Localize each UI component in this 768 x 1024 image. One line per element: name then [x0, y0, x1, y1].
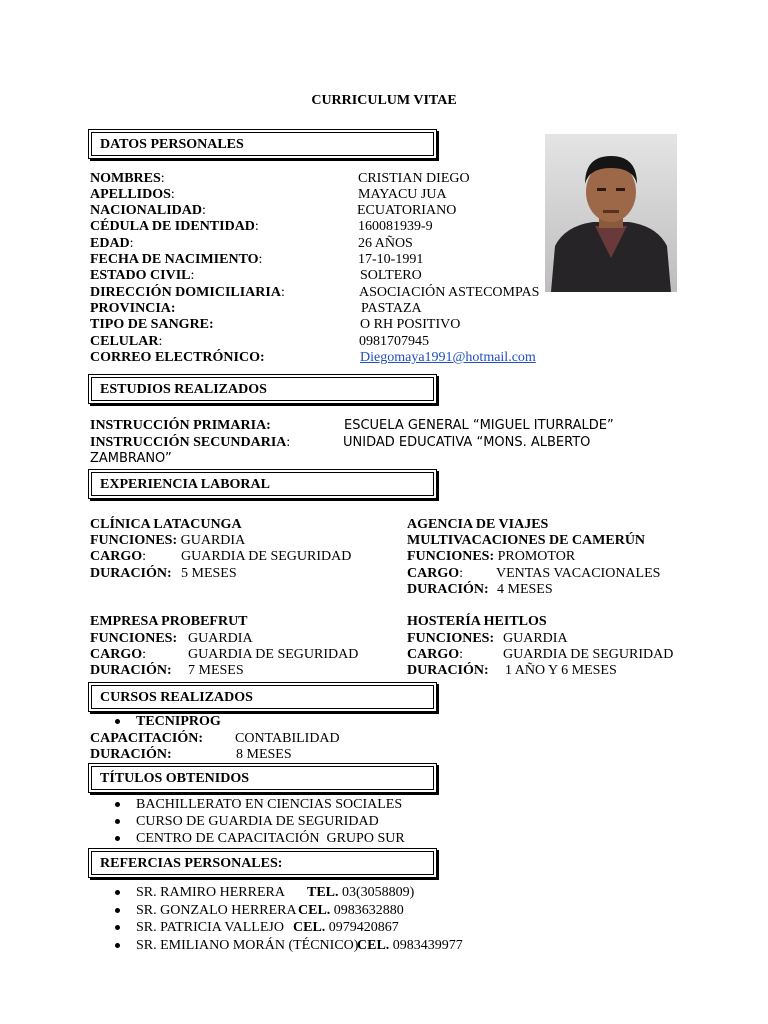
job1-duracion: DURACIÓN: — [90, 566, 172, 581]
job2-cargo-value: VENTAS VACACIONALES — [496, 566, 661, 581]
label-tipo-sangre: TIPO DE SANGRE: — [90, 317, 214, 332]
job2-cargo: CARGO: — [407, 566, 464, 581]
label-course-duracion: DURACIÓN: — [90, 747, 172, 762]
reference-phone: CEL. 0979420867 — [293, 920, 399, 935]
value-fecha-nacimiento: 17-10-1991 — [358, 252, 424, 267]
label-instruccion-secundaria: INSTRUCCIÓN SECUNDARIA: — [90, 435, 291, 450]
bullet-icon — [115, 908, 120, 913]
section-header-references — [88, 848, 437, 878]
label-capacitacion: CAPACITACIÓN: — [90, 731, 204, 746]
job2-duracion: DURACIÓN: — [407, 582, 489, 597]
email-link[interactable]: Diegomaya1991@hotmail.com — [360, 350, 536, 365]
section-title: ESTUDIOS REALIZADOS — [100, 382, 267, 397]
job1-cargo: CARGO: — [90, 549, 147, 564]
job1-cargo-value: GUARDIA DE SEGURIDAD — [181, 549, 352, 564]
section-title: EXPERIENCIA LABORAL — [100, 477, 270, 492]
label-instruccion-primaria: INSTRUCCIÓN PRIMARIA: — [90, 418, 271, 433]
job2-company-line2: MULTIVACACIONES DE CAMERÚN — [407, 533, 646, 548]
label-correo: CORREO ELECTRÓNICO: — [90, 350, 265, 365]
section-title: DATOS PERSONALES — [100, 137, 244, 152]
job4-company: HOSTERÍA HEITLOS — [407, 614, 547, 629]
job4-duracion: DURACIÓN: — [407, 663, 489, 678]
job4-cargo-value: GUARDIA DE SEGURIDAD — [503, 647, 674, 662]
job4-duracion-value: 1 AÑO Y 6 MESES — [505, 663, 617, 678]
job4-cargo: CARGO: — [407, 647, 464, 662]
job2-funciones: FUNCIONES: PROMOTOR — [407, 549, 576, 564]
value-instruccion-primaria: ESCUELA GENERAL “MIGUEL ITURRALDE” — [344, 418, 614, 433]
label-celular: CELULAR: — [90, 334, 163, 349]
title-item: CENTRO DE CAPACITACIÓN GRUPO SUR — [136, 831, 405, 846]
job3-cargo: CARGO: — [90, 647, 147, 662]
job3-funciones-value: GUARDIA — [188, 631, 253, 646]
bullet-icon — [115, 719, 120, 724]
value-edad: 26 AÑOS — [358, 236, 413, 251]
job4-funciones-value: GUARDIA — [503, 631, 568, 646]
label-nacionalidad: NACIONALIDAD: — [90, 203, 206, 218]
bullet-icon — [115, 802, 120, 807]
reference-name: SR. PATRICIA VALLEJO — [136, 920, 284, 935]
job3-duracion: DURACIÓN: — [90, 663, 172, 678]
job3-funciones: FUNCIONES: — [90, 631, 178, 646]
job4-funciones: FUNCIONES: — [407, 631, 495, 646]
reference-name: SR. GONZALO HERRERA — [136, 903, 297, 918]
label-fecha-nacimiento: FECHA DE NACIMIENTO: — [90, 252, 263, 267]
job1-duracion-value: 5 MESES — [181, 566, 237, 581]
value-apellidos: MAYACU JUA — [358, 187, 447, 202]
value-course-duracion: 8 MESES — [236, 747, 292, 762]
bullet-icon — [115, 925, 120, 930]
label-estado-civil: ESTADO CIVIL: — [90, 268, 195, 283]
section-header-experience — [88, 469, 437, 499]
job1-funciones: FUNCIONES: GUARDIA — [90, 533, 246, 548]
section-title: CURSOS REALIZADOS — [100, 690, 253, 705]
portrait-image — [545, 134, 677, 292]
label-apellidos: APELLIDOS: — [90, 187, 175, 202]
value-capacitacion: CONTABILIDAD — [235, 731, 340, 746]
job2-company-line1: AGENCIA DE VIAJES — [407, 517, 549, 532]
section-header-studies — [88, 374, 437, 404]
course-name: TECNIPROG — [136, 714, 221, 729]
reference-name: SR. RAMIRO HERRERA — [136, 885, 285, 900]
section-title: REFERCIAS PERSONALES: — [100, 856, 283, 871]
reference-phone: TEL. 03(3058809) — [307, 885, 415, 900]
value-tipo-sangre: O RH POSITIVO — [360, 317, 461, 332]
bullet-icon — [115, 890, 120, 895]
bullet-icon — [115, 836, 120, 841]
label-provincia: PROVINCIA: — [90, 301, 176, 316]
job1-company: CLÍNICA LATACUNGA — [90, 517, 242, 532]
value-instruccion-secundaria: UNIDAD EDUCATIVA “MONS. ALBERTO — [343, 435, 591, 450]
value-celular: 0981707945 — [359, 334, 429, 349]
label-nombres: NOMBRES: — [90, 171, 165, 186]
bullet-icon — [115, 943, 120, 948]
label-edad: EDAD: — [90, 236, 134, 251]
job3-duracion-value: 7 MESES — [188, 663, 244, 678]
section-header-courses — [88, 682, 437, 712]
value-nombres: CRISTIAN DIEGO — [358, 171, 470, 186]
reference-name: SR. EMILIANO MORÁN (TÉCNICO) — [136, 938, 359, 953]
reference-phone: CEL. 0983632880 — [298, 903, 404, 918]
value-direccion: ASOCIACIÓN ASTECOMPAS — [359, 285, 540, 300]
section-header-titles — [88, 763, 437, 793]
section-title: TÍTULOS OBTENIDOS — [100, 771, 249, 786]
section-header-personal — [88, 129, 437, 159]
bullet-icon — [115, 819, 120, 824]
value-nacionalidad: ECUATORIANO — [357, 203, 457, 218]
profile-photo — [545, 134, 677, 292]
label-direccion: DIRECCIÓN DOMICILIARIA: — [90, 285, 285, 300]
value-provincia: PASTAZA — [361, 301, 422, 316]
label-cedula: CÉDULA DE IDENTIDAD: — [90, 219, 259, 234]
job3-cargo-value: GUARDIA DE SEGURIDAD — [188, 647, 359, 662]
job2-duracion-value: 4 MESES — [497, 582, 553, 597]
value-cedula: 160081939-9 — [358, 219, 433, 234]
value-instruccion-secundaria-cont: ZAMBRANO” — [90, 451, 172, 466]
page-title: CURRICULUM VITAE — [311, 93, 457, 108]
title-item: BACHILLERATO EN CIENCIAS SOCIALES — [136, 797, 403, 812]
reference-phone: CEL. 0983439977 — [357, 938, 463, 953]
title-item: CURSO DE GUARDIA DE SEGURIDAD — [136, 814, 379, 829]
job3-company: EMPRESA PROBEFRUT — [90, 614, 248, 629]
value-estado-civil: SOLTERO — [360, 268, 422, 283]
